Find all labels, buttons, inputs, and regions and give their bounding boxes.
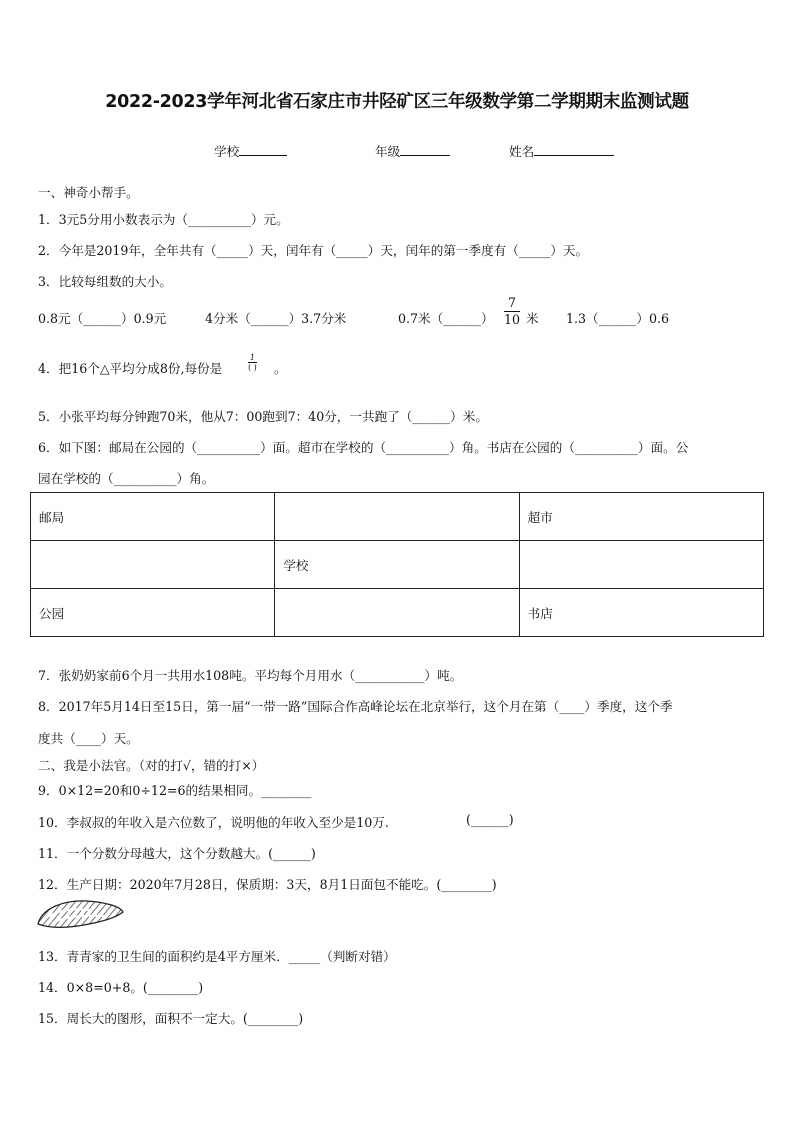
fraction-blank-denominator: ( ) <box>248 363 257 372</box>
compare-a: 0.8元（______）0.9元 <box>38 311 167 326</box>
fraction-blank <box>248 353 257 372</box>
grid-cell: 超市 <box>519 493 763 541</box>
question-2: 2．今年是2019年，全年共有（_____）天，闰年有（_____）天，闰年的第一季度有（_____）天。 <box>38 243 589 258</box>
question-10-answer-blank[interactable]: (______) <box>466 812 514 827</box>
grid-cell <box>31 541 275 589</box>
grid-row <box>31 541 764 589</box>
question-15: 15．周长大的图形，面积不一定大。(________) <box>38 1011 304 1026</box>
grid-cell: 邮局 <box>31 493 275 541</box>
school-field[interactable] <box>214 141 287 160</box>
fraction-numerator: 7 <box>504 295 520 312</box>
question-10: 10．李叔叔的年收入是六位数了，说明他的年收入至少是10万. <box>38 815 389 830</box>
question-4: 4．把16个△平均分成8份,每份是 <box>38 361 223 376</box>
question-8-line-1: 8．2017年5月14日至15日，第一届“一带一路”国际合作高峰论坛在北京举行，这个月在第（____）季度，这个季 <box>38 699 673 714</box>
fraction-seven-tenths <box>504 295 520 328</box>
grid-cell <box>519 541 763 589</box>
fraction-blank-numerator: 1 <box>249 353 255 362</box>
grid-cell: 书店 <box>519 589 763 637</box>
question-11: 11．一个分数分母越大，这个分数越大。(______) <box>38 846 316 861</box>
bread-image <box>34 896 126 934</box>
compare-b: 4分米（______）3.7分米 <box>205 311 347 326</box>
page-title: 2022-2023学年河北省石家庄市井陉矿区三年级数学第二学期期末监测试题 <box>105 92 689 112</box>
grid-cell <box>275 493 519 541</box>
question-13: 13．青青家的卫生间的面积约是4平方厘米．_____（判断对错） <box>38 949 396 964</box>
compare-d: 1.3（______）0.6 <box>566 311 670 326</box>
grid-cell <box>275 589 519 637</box>
grid-row <box>31 493 764 541</box>
section-2-heading: 二、我是小法官。（对的打√，错的打×） <box>38 758 265 773</box>
grade-label: 年级 <box>375 144 401 159</box>
grid-cell: 学校 <box>275 541 519 589</box>
question-1: 1．3元5分用小数表示为（__________）元。 <box>38 212 289 227</box>
school-label: 学校 <box>214 144 240 159</box>
question-6-line-2: 园在学校的（__________）角。 <box>38 471 215 486</box>
question-6-line-1: 6．如下图：邮局在公园的（__________）面。超市在学校的（__________）角。书店在公园的（__________）面。公 <box>38 440 689 455</box>
compare-c: 0.7米（______） <box>398 311 494 326</box>
section-1-heading: 一、神奇小帮手。 <box>38 185 139 200</box>
question-3: 3．比较每组数的大小。 <box>38 274 172 289</box>
question-14: 14．0×8=0+8。(________) <box>38 980 204 995</box>
question-5: 5．小张平均每分钟跑70米，他从7：00跑到7：40分，一共跑了（______）米。 <box>38 409 488 424</box>
compare-c-unit: 米 <box>526 311 539 326</box>
question-9: 9．0×12=20和0÷12=6的结果相同。________ <box>38 783 312 798</box>
question-8-line-2: 度共（____）天。 <box>38 731 139 746</box>
question-12: 12．生产日期：2020年7月28日，保质期：3天，8月1日面包不能吃。(________) <box>38 877 497 892</box>
fraction-denominator: 10 <box>504 312 521 327</box>
name-label: 姓名 <box>509 144 535 159</box>
name-field[interactable] <box>509 141 614 160</box>
question-7: 7．张奶奶家前6个月一共用水108吨。平均每个月用水（___________）吨。 <box>38 668 463 683</box>
grid-cell: 公园 <box>31 589 275 637</box>
grade-field[interactable] <box>375 141 450 160</box>
grid-row <box>31 589 764 637</box>
question-4-end: 。 <box>274 361 287 376</box>
location-grid <box>30 492 764 637</box>
